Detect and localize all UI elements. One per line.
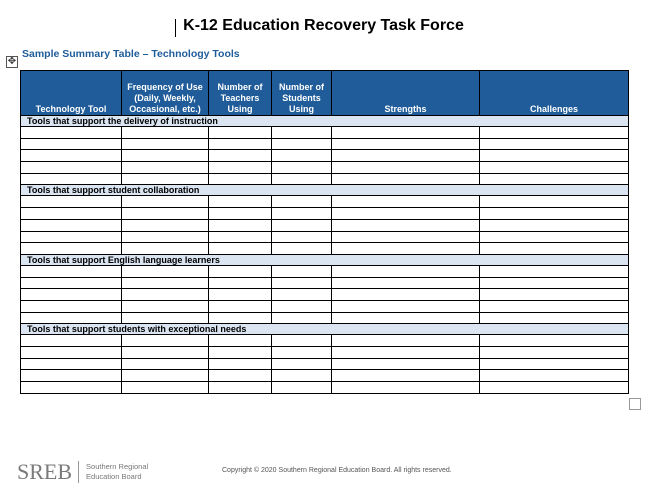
table-cell[interactable] — [122, 127, 209, 139]
table-cell[interactable] — [332, 370, 480, 382]
copyright-text: Copyright © 2020 Southern Regional Education Board. All rights reserved. — [222, 467, 452, 474]
table-cell[interactable] — [21, 335, 122, 347]
section-row — [21, 254, 629, 265]
col-header-technology-tool: Technology Tool — [21, 71, 122, 116]
table-cell[interactable] — [209, 162, 272, 174]
table-cell[interactable] — [122, 265, 209, 277]
table-cell[interactable] — [209, 382, 272, 394]
table-cell[interactable] — [122, 173, 209, 185]
table-cell[interactable] — [332, 243, 480, 255]
table-cell[interactable] — [122, 312, 209, 324]
section-label: Tools that support English language learners — [21, 254, 629, 265]
table-cell[interactable] — [480, 382, 629, 394]
table-cell[interactable] — [480, 335, 629, 347]
table-cell[interactable] — [480, 312, 629, 324]
table-cell[interactable] — [332, 312, 480, 324]
table-cell[interactable] — [480, 173, 629, 185]
section-label: Tools that support the delivery of instruction — [21, 116, 629, 127]
table-cell[interactable] — [272, 173, 332, 185]
table-cell[interactable] — [209, 138, 272, 150]
table-cell[interactable] — [209, 335, 272, 347]
table-row — [21, 196, 629, 208]
table-cell[interactable] — [209, 208, 272, 220]
table-cell[interactable] — [480, 219, 629, 231]
text-cursor — [175, 19, 176, 37]
table-cell[interactable] — [480, 289, 629, 301]
table-cell[interactable] — [21, 138, 122, 150]
table-cell[interactable] — [480, 196, 629, 208]
table-cell[interactable] — [332, 173, 480, 185]
table-cell[interactable] — [480, 243, 629, 255]
logo-text — [86, 462, 148, 482]
table-cell[interactable] — [209, 173, 272, 185]
table-cell[interactable] — [209, 243, 272, 255]
table-cell[interactable] — [209, 358, 272, 370]
table-cell[interactable] — [21, 277, 122, 289]
table-cell[interactable] — [480, 265, 629, 277]
table-row — [21, 382, 629, 394]
table-cell[interactable] — [272, 219, 332, 231]
logo-divider — [78, 461, 79, 483]
table-cell[interactable] — [332, 231, 480, 243]
section-row — [21, 116, 629, 127]
table-cell[interactable] — [272, 382, 332, 394]
table-caption: Sample Summary Table – Technology Tools — [22, 48, 240, 60]
table-cell[interactable] — [209, 277, 272, 289]
table-cell[interactable] — [122, 347, 209, 359]
table-cell[interactable] — [272, 277, 332, 289]
col-header-teachers: Number of Teachers Using — [209, 71, 272, 116]
table-row — [21, 162, 629, 174]
table-cell[interactable] — [122, 138, 209, 150]
table-cell[interactable] — [21, 231, 122, 243]
sreb-logo — [17, 460, 148, 484]
table-cell[interactable] — [332, 277, 480, 289]
table-row — [21, 265, 629, 277]
table-move-handle-icon[interactable]: ✥ — [7, 56, 17, 67]
table-row — [21, 300, 629, 312]
table-cell[interactable] — [272, 231, 332, 243]
table-cell[interactable] — [272, 265, 332, 277]
table-cell[interactable] — [332, 162, 480, 174]
table-cell[interactable] — [122, 277, 209, 289]
table-row — [21, 347, 629, 359]
table-cell[interactable] — [122, 162, 209, 174]
table-cell[interactable] — [480, 231, 629, 243]
table-cell[interactable] — [332, 358, 480, 370]
table-cell[interactable] — [272, 162, 332, 174]
table-cell[interactable] — [332, 347, 480, 359]
table-cell[interactable] — [21, 358, 122, 370]
table-cell[interactable] — [122, 231, 209, 243]
table-cell[interactable] — [480, 162, 629, 174]
table-cell[interactable] — [21, 382, 122, 394]
table-cell[interactable] — [209, 370, 272, 382]
table-cell[interactable] — [272, 127, 332, 139]
table-cell[interactable] — [21, 196, 122, 208]
table-row — [21, 173, 629, 185]
table-cell[interactable] — [122, 219, 209, 231]
table-cell[interactable] — [332, 335, 480, 347]
table-row — [21, 335, 629, 347]
table-row — [21, 150, 629, 162]
logo-line-1: Southern Regional — [86, 462, 149, 471]
table-cell[interactable] — [122, 150, 209, 162]
page-title: K-12 Education Recovery Task Force — [183, 17, 464, 34]
table-cell[interactable] — [21, 265, 122, 277]
table-cell[interactable] — [480, 358, 629, 370]
table-cell[interactable] — [272, 335, 332, 347]
table-cell[interactable] — [332, 127, 480, 139]
table-cell[interactable] — [21, 347, 122, 359]
table-row — [21, 219, 629, 231]
table-cell[interactable] — [332, 219, 480, 231]
table-row — [21, 231, 629, 243]
table-cell[interactable] — [272, 208, 332, 220]
table-cell[interactable] — [21, 173, 122, 185]
table-row — [21, 358, 629, 370]
table-cell[interactable] — [480, 347, 629, 359]
table-cell[interactable] — [272, 243, 332, 255]
logo-line-2: Education Board — [86, 472, 142, 481]
table-cell[interactable] — [122, 243, 209, 255]
table-row — [21, 277, 629, 289]
summary-table — [20, 70, 629, 394]
table-cell[interactable] — [209, 231, 272, 243]
table-cell[interactable] — [209, 219, 272, 231]
col-header-challenges: Challenges — [480, 71, 629, 116]
table-cell[interactable] — [332, 150, 480, 162]
table-cell[interactable] — [272, 300, 332, 312]
header-row — [21, 71, 629, 116]
table-cell[interactable] — [332, 300, 480, 312]
section-row — [21, 324, 629, 335]
table-cell[interactable] — [480, 370, 629, 382]
table-row — [21, 312, 629, 324]
table-row — [21, 208, 629, 220]
table-cell[interactable] — [209, 300, 272, 312]
table-cell[interactable] — [209, 265, 272, 277]
table-cell[interactable] — [21, 243, 122, 255]
table-cell[interactable] — [209, 347, 272, 359]
table-cell[interactable] — [480, 300, 629, 312]
table-cell[interactable] — [122, 196, 209, 208]
table-cell[interactable] — [122, 382, 209, 394]
col-header-strengths: Strengths — [332, 71, 480, 116]
table-cell[interactable] — [332, 208, 480, 220]
table-row — [21, 243, 629, 255]
table-cell[interactable] — [209, 289, 272, 301]
table-cell[interactable] — [209, 127, 272, 139]
table-cell[interactable] — [480, 150, 629, 162]
table-cell[interactable] — [272, 358, 332, 370]
table-cell[interactable] — [21, 219, 122, 231]
table-cell[interactable] — [272, 312, 332, 324]
table-cell[interactable] — [332, 382, 480, 394]
table-cell[interactable] — [480, 277, 629, 289]
table-cell[interactable] — [122, 370, 209, 382]
table-cell[interactable] — [480, 138, 629, 150]
table-cell[interactable] — [21, 312, 122, 324]
table-cell[interactable] — [332, 289, 480, 301]
table-cell[interactable] — [332, 138, 480, 150]
section-row — [21, 185, 629, 196]
table-cell[interactable] — [21, 162, 122, 174]
table-cell[interactable] — [209, 312, 272, 324]
table-cell[interactable] — [122, 289, 209, 301]
table-cell[interactable] — [272, 150, 332, 162]
col-header-students: Number of Students Using — [272, 71, 332, 116]
table-cell[interactable] — [209, 196, 272, 208]
table-cell[interactable] — [272, 196, 332, 208]
table-cell[interactable] — [122, 358, 209, 370]
table-cell[interactable] — [480, 208, 629, 220]
table-cell[interactable] — [122, 335, 209, 347]
table-row — [21, 289, 629, 301]
table-cell[interactable] — [21, 300, 122, 312]
logo-mark: SREB — [17, 459, 73, 484]
table-cell[interactable] — [332, 265, 480, 277]
table-cell[interactable] — [122, 208, 209, 220]
table-cell[interactable] — [272, 289, 332, 301]
table-cell[interactable] — [209, 150, 272, 162]
table-cell[interactable] — [21, 289, 122, 301]
table-cell[interactable] — [21, 127, 122, 139]
table-cell[interactable] — [21, 370, 122, 382]
section-label: Tools that support student collaboration — [21, 185, 629, 196]
table-row — [21, 127, 629, 139]
table-cell[interactable] — [21, 150, 122, 162]
section-label: Tools that support students with exceptional needs — [21, 324, 629, 335]
table-row — [21, 370, 629, 382]
table-cell[interactable] — [272, 347, 332, 359]
table-cell[interactable] — [272, 138, 332, 150]
table-cell[interactable] — [480, 127, 629, 139]
table-cell[interactable] — [272, 370, 332, 382]
table-cell[interactable] — [122, 300, 209, 312]
col-header-frequency: Frequency of Use (Daily, Weekly, Occasional, etc.) — [122, 71, 209, 116]
end-of-page-marker — [629, 398, 641, 410]
table-cell[interactable] — [332, 196, 480, 208]
table-row — [21, 138, 629, 150]
table-cell[interactable] — [21, 208, 122, 220]
